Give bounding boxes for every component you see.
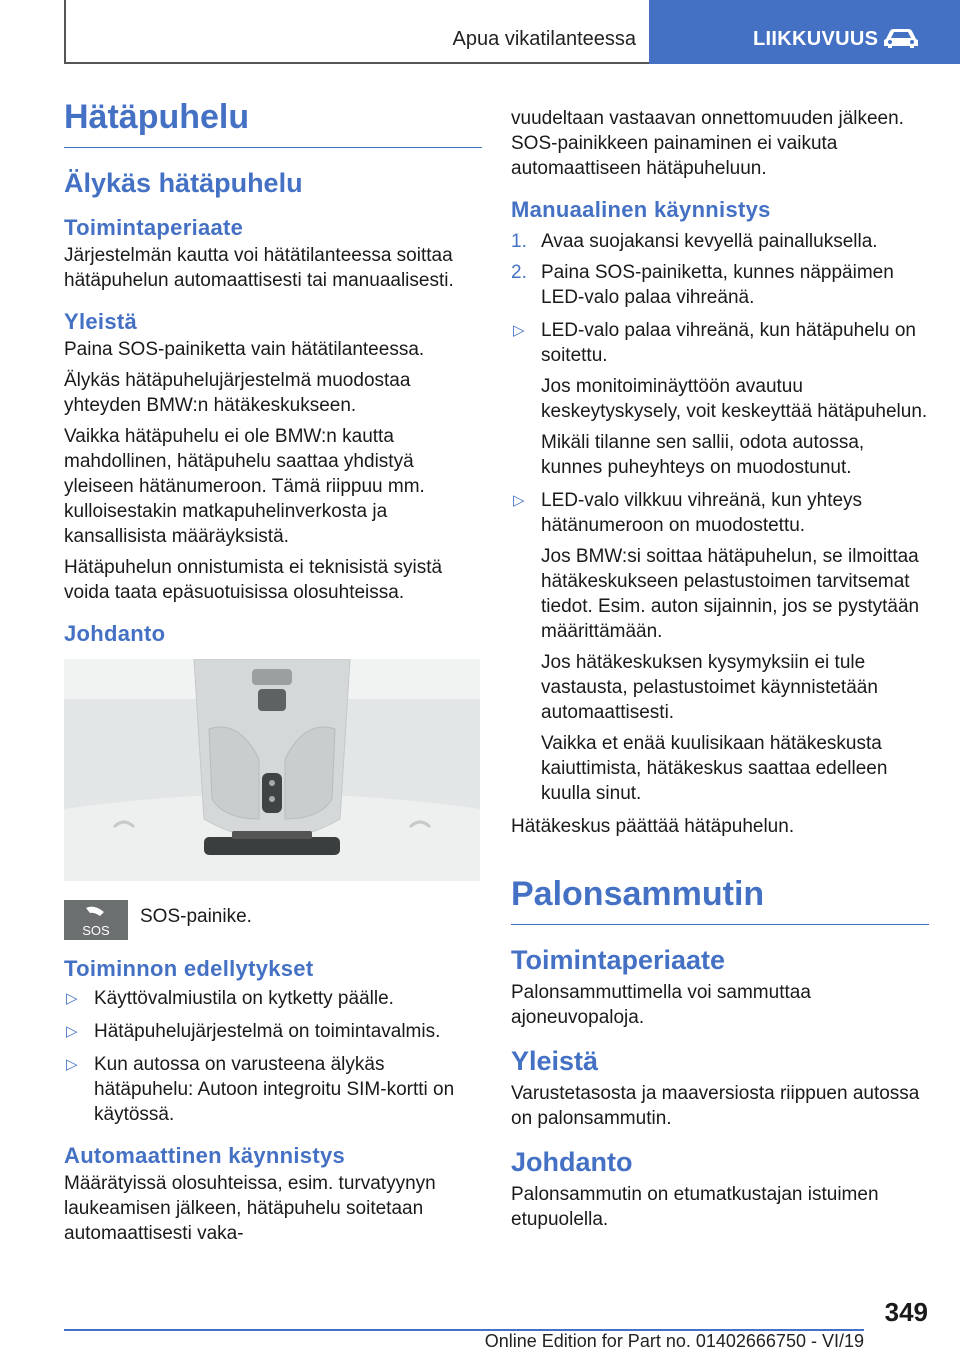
roof-console-figure — [64, 659, 480, 881]
paragraph: Palonsammutin on etumatkustajan istuimen etupuolella. — [511, 1184, 879, 1230]
heading-automaattinen: Automaattinen käynnistys — [64, 1143, 346, 1168]
heading-yleista-2: Yleistä — [511, 1046, 599, 1076]
list-item: ▷ LED-valo palaa vihreänä, kun hätäpuhelu on soitettu. Jos monitoiminäyttöön avautuu keskeytyskysely, voit keskeyttää hätäpuhelun. Mikäli tilanne sen sallii, odota autossa, kunnes puheyhteys on muodostunut. — [513, 320, 928, 478]
sub-paragraph: Vaikka et enää kuulisikaan hätäkeskusta kaiuttimista, hätäkeskus saattaa edelleen kuulla sinut. — [541, 733, 888, 804]
legend-text: SOS-painike. — [140, 906, 252, 927]
list-item: ▷ Kun autossa on varusteena älykäs hätäpuhelu: Autoon integroitu SIM-kortti on käytössä. — [66, 1054, 455, 1125]
heading-johdanto-2: Johdanto — [511, 1147, 633, 1177]
paragraph: Palonsammuttimella voi sammuttaa ajoneuvopaloja. — [511, 982, 811, 1028]
paragraph: Paina SOS-painiketta vain hätätilanteessa. — [64, 339, 425, 360]
paragraph: Määrätyissä olosuhteissa, esim. turvatyynyn laukeamisen jälkeen, hätäpuhelu soitetaan automaattisesti vaka- — [64, 1173, 436, 1244]
steps-list — [511, 229, 929, 310]
triangle-bullet-icon: ▷ — [66, 1023, 78, 1040]
paragraph: vuudeltaan vastaavan onnettomuuden jälkeen. SOS-painikkeen painaminen ei vaikuta automaattiseen hätäpuheluun. — [511, 108, 904, 179]
paragraph: Vaikka hätäpuhelu ei ole BMW:n kautta mahdollinen, hätäpuhelu saattaa yhdistyä yleiseen hätänumeroon. Tämä riippuu mm. kulloisestakin matkapuhelinverkosta ja kansallisista määräyksistä. — [64, 426, 425, 547]
footer-edition: Online Edition for Part no. 01402666750 - VI/19 — [484, 1331, 864, 1351]
sub-paragraph: Jos monitoiminäyttöön avautuu keskeytyskysely, voit keskeyttää hätäpuhelun. — [541, 376, 928, 422]
paragraph: Hätäpuhelun onnistumista ei teknisistä syistä voida taata epäsuotuisissa olosuhteissa. — [64, 557, 443, 603]
header-rule — [64, 62, 650, 64]
left-column — [64, 98, 482, 1252]
sub-paragraph: Jos BMW:si soittaa hätäpuhelun, se ilmoittaa hätäkeskukseen pelastustoimen tarvitsemat tiedot. Esim. auton sijainnin, jos se pystytään määrittämään. — [541, 546, 920, 642]
header-section-title: Apua vikatilanteessa — [452, 28, 636, 50]
list-item: ▷ Hätäpuhelujärjestelmä on toimintavalmis. — [66, 1021, 441, 1042]
list-item: ▷ LED-valo vilkkuu vihreänä, kun yhteys hätänumeroon on muodostettu. Jos BMW:si soittaa hätäpuhelun, se ilmoittaa hätäkeskukseen pelastustoimen tarvitsemat tiedot. Esim. auton sijainnin, jos se pystytään määrittämään. Jos hätäkeskuksen kysymyksiin ei tule vastausta, pelastustoimet käynnistetään automaattisesti. Vaikka et enää kuulisikaan hätäkeskusta kaiuttimista, hätäkeskus saattaa edelleen kuulla sinut. — [511, 488, 929, 806]
sos-phone-icon — [64, 900, 128, 940]
page-number: 349 — [884, 1297, 928, 1327]
triangle-bullet-icon: ▷ — [66, 990, 78, 1007]
heading-edellytykset: Toiminnon edellytykset — [64, 956, 314, 981]
sub-paragraph: Jos hätäkeskuksen kysymyksiin ei tule vastausta, pelastustoimet käynnistetään automaattisesti. — [541, 652, 878, 723]
triangle-bullet-icon: ▷ — [66, 1056, 78, 1073]
requirements-list — [64, 986, 482, 1127]
sub-paragraph: Mikäli tilanne sen sallii, odota autossa, kunnes puheyhteys on muodostunut. — [541, 432, 865, 478]
paragraph: Varustetasosta ja maaversiosta riippuen autossa on palonsammutin. — [511, 1083, 920, 1129]
right-column — [511, 98, 929, 1238]
section-title: Älykäs hätäpuhelu — [64, 168, 303, 198]
sos-icon-label: SOS — [82, 923, 110, 938]
chapter-tab[interactable] — [649, 0, 960, 64]
heading-toimintaperiaate: Toimintaperiaate — [64, 215, 244, 240]
triangle-bullet-icon: ▷ — [513, 492, 525, 509]
chapter-label: LIIKKUVUUS — [753, 28, 879, 50]
header-divider — [64, 0, 66, 62]
page-title: Hätäpuhelu — [64, 98, 482, 148]
heading-toimintaperiaate-2: Toimintaperiaate — [511, 945, 726, 975]
section-title-palonsammutin: Palonsammutin — [511, 875, 929, 925]
figure-legend — [64, 900, 482, 940]
paragraph: Älykäs hätäpuhelujärjestelmä muodostaa yhteyden BMW:n hätäkeskukseen. — [64, 370, 411, 416]
heading-manuaalinen: Manuaalinen käynnistys — [511, 197, 771, 222]
result-list — [511, 318, 929, 806]
paragraph: Järjestelmän kautta voi hätätilanteessa soittaa hätäpuhelun automaattisesti tai manuaalisesti. — [64, 245, 454, 291]
triangle-bullet-icon: ▷ — [513, 322, 525, 339]
paragraph: Hätäkeskus päättää hätäpuhelun. — [511, 816, 795, 837]
heading-johdanto: Johdanto — [64, 621, 166, 646]
step-item: 2. Paina SOS-painiketta, kunnes näppäimen LED-valo palaa vihreänä. — [511, 262, 894, 308]
heading-yleista: Yleistä — [64, 309, 138, 334]
list-item: ▷ Käyttövalmiustila on kytketty päälle. — [66, 988, 394, 1009]
step-item: 1. Avaa suojakansi kevyellä painalluksella. — [511, 231, 878, 252]
car-icon — [881, 26, 921, 50]
